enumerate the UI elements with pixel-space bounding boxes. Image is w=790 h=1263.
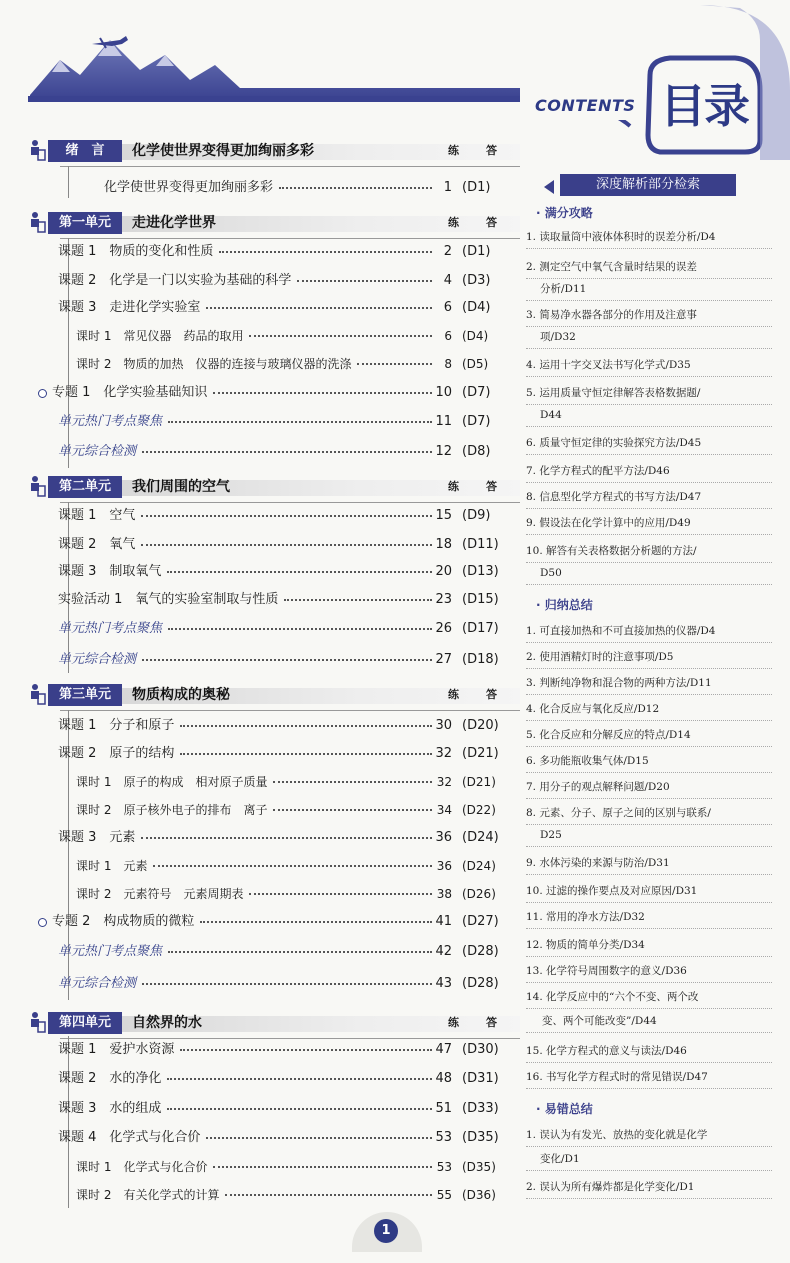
index-item[interactable]: 9. 水体污染的来源与防治/D31	[526, 857, 670, 869]
leader-dots	[141, 544, 432, 546]
answer-ref: (D27)	[462, 914, 499, 929]
page-ref: 4	[443, 273, 452, 288]
page-ref: 51	[435, 1101, 452, 1116]
index-item[interactable]: 3. 简易净水器各部分的作用及注意事	[526, 309, 697, 321]
answer-ref: (D7)	[462, 414, 491, 429]
index-item[interactable]: 7. 化学方程式的配平方法/D46	[526, 465, 670, 477]
answer-ref: (D13)	[462, 564, 499, 579]
page-ref: 27	[435, 652, 452, 667]
page-ref: 32	[435, 746, 452, 761]
contents-word: CONTENTS	[535, 96, 636, 115]
reader-icon	[28, 138, 46, 162]
index-item[interactable]: 1. 误认为有发光、放热的变化就是化学	[526, 1129, 708, 1141]
answer-ref: (D20)	[462, 718, 499, 733]
topic-marker-icon	[38, 389, 47, 398]
leader-dots	[213, 1166, 432, 1168]
page-ref: 30	[435, 718, 452, 733]
index-item[interactable]: D44	[540, 409, 562, 421]
leader-dots	[142, 659, 432, 661]
answer-ref: (D35)	[462, 1160, 496, 1174]
leader-dots	[273, 781, 432, 783]
index-item[interactable]: 9. 假设法在化学计算中的应用/D49	[526, 517, 691, 529]
entry-title: 课时 2 物质的加热 仪器的连接与玻璃仪器的洗涤	[76, 357, 352, 371]
unit-label: 绪 言	[48, 140, 122, 162]
entry-title: 单元综合检测	[58, 652, 137, 667]
entry-title: 课题 1 物质的变化和性质	[58, 244, 214, 259]
item-divider	[526, 326, 772, 327]
entry-title: 课题 1 分子和原子	[58, 718, 175, 733]
unit-header	[28, 474, 520, 500]
unit-title[interactable]: 走进化学世界	[132, 215, 216, 231]
item-divider	[526, 694, 772, 695]
leader-dots	[168, 421, 432, 423]
page-ref: 10	[435, 385, 452, 400]
answer-ref: (D11)	[462, 537, 499, 552]
entry-title: 专题 1 化学实验基础知识	[52, 385, 208, 400]
leader-dots	[219, 251, 432, 253]
topic-marker-icon	[38, 918, 47, 927]
item-divider	[526, 562, 772, 563]
leader-dots	[168, 951, 432, 953]
header-banner	[0, 0, 790, 160]
entry-title: 专题 2 构成物质的微粒	[52, 914, 195, 929]
leader-dots	[167, 571, 432, 573]
page-number: 1	[374, 1219, 398, 1243]
answer-ref: (D35)	[462, 1130, 499, 1145]
entry-title: 课题 2 水的净化	[58, 1071, 162, 1086]
divider	[60, 1038, 520, 1039]
leader-dots	[206, 1137, 432, 1139]
unit-label: 第二单元	[48, 476, 122, 498]
item-divider	[526, 348, 772, 349]
index-item[interactable]: 10. 解答有关表格数据分析题的方法/	[526, 545, 697, 557]
entry-title: 课题 2 原子的结构	[58, 746, 175, 761]
entry-title: 课题 3 水的组成	[58, 1101, 162, 1116]
entry-title: 课题 3 元素	[58, 830, 136, 845]
leader-dots	[206, 307, 432, 309]
unit-header	[28, 682, 520, 708]
leader-dots	[142, 451, 432, 453]
unit-label: 第三单元	[48, 684, 122, 706]
unit-title[interactable]: 物质构成的奥秘	[132, 687, 230, 703]
entry-title: 课题 4 化学式与化合价	[58, 1130, 201, 1145]
answer-ref: (D26)	[462, 887, 496, 901]
index-item[interactable]: 6. 质量守恒定律的实验探究方法/D45	[526, 437, 702, 449]
answer-ref: (D30)	[462, 1042, 499, 1057]
answer-ref: (D31)	[462, 1071, 499, 1086]
leader-dots	[180, 1049, 432, 1051]
item-divider	[526, 1062, 772, 1063]
item-divider	[526, 846, 772, 847]
leader-dots	[141, 515, 432, 517]
divider	[60, 502, 520, 503]
index-item[interactable]: 4. 运用十字交叉法书写化学式/D35	[526, 359, 691, 371]
unit-title[interactable]: 化学使世界变得更加绚丽多彩	[132, 143, 314, 159]
answer-ref: (D28)	[462, 976, 499, 991]
item-divider	[526, 454, 772, 455]
index-item[interactable]: 15. 化学方程式的意义与读法/D46	[526, 1045, 687, 1057]
page-ref: 42	[435, 944, 452, 959]
index-item[interactable]: D25	[540, 829, 562, 841]
page-ref: 23	[435, 592, 452, 607]
divider	[60, 238, 520, 239]
guide-line	[68, 1036, 69, 1208]
answer-ref: (D22)	[462, 803, 496, 817]
page-ref: 15	[435, 508, 452, 523]
index-item[interactable]: D50	[540, 567, 562, 579]
item-divider	[526, 772, 772, 773]
item-divider	[526, 798, 772, 799]
page-ref: 18	[435, 537, 452, 552]
item-divider	[526, 1008, 772, 1009]
answer-ref: (D5)	[462, 357, 489, 371]
item-divider	[526, 278, 772, 279]
reader-icon	[28, 210, 46, 234]
unit-header	[28, 138, 520, 164]
entry-title: 课时 2 原子核外电子的排布 离子	[76, 803, 268, 817]
page-ref: 55	[436, 1188, 452, 1202]
item-divider	[526, 482, 772, 483]
index-item[interactable]: 14. 化学反应中的“六个不变、两个改	[526, 991, 699, 1003]
index-item[interactable]: 分析/D11	[540, 283, 587, 295]
entry-title: 课时 1 元素	[76, 859, 148, 873]
index-item[interactable]: 变、两个可能改变”/D44	[542, 1015, 657, 1027]
item-divider	[526, 426, 772, 427]
answer-column-label: 答	[486, 688, 497, 701]
unit-label: 第四单元	[48, 1012, 122, 1034]
item-divider	[526, 824, 772, 825]
index-item[interactable]: 5. 运用质量守恒定律解答表格数据题/	[526, 387, 701, 399]
answer-column-label: 答	[486, 480, 497, 493]
page-ref: 43	[435, 976, 452, 991]
index-item[interactable]: 2. 误认为所有爆炸都是化学变化/D1	[526, 1181, 695, 1193]
leader-dots	[180, 753, 432, 755]
index-item[interactable]: 8. 信息型化学方程式的书写方法/D47	[526, 491, 702, 503]
leader-dots	[249, 335, 432, 337]
answer-column-label: 答	[486, 216, 497, 229]
index-item[interactable]: 10. 过滤的操作要点及对应原因/D31	[526, 885, 698, 897]
entry-title: 实验活动 1 氧气的实验室制取与性质	[58, 592, 279, 607]
item-divider	[526, 746, 772, 747]
leader-dots	[279, 187, 432, 189]
answer-ref: (D28)	[462, 944, 499, 959]
answer-ref: (D18)	[462, 652, 499, 667]
answer-ref: (D9)	[462, 508, 491, 523]
reader-icon	[28, 474, 46, 498]
item-divider	[526, 534, 772, 535]
index-item[interactable]: 8. 元素、分子、原子之间的区别与联系/	[526, 807, 711, 819]
entry-title: 课题 1 爱护水资源	[58, 1042, 175, 1057]
entry-title: 单元热门考点聚焦	[58, 944, 163, 959]
page-ref: 12	[435, 444, 452, 459]
item-divider	[526, 508, 772, 509]
entry-title: 课题 3 走进化学实验室	[58, 300, 201, 315]
leader-dots	[168, 628, 432, 630]
leader-dots	[167, 1078, 432, 1080]
item-divider	[526, 300, 772, 301]
practice-column-label: 练	[448, 216, 459, 229]
leader-dots	[225, 1194, 432, 1196]
item-divider	[526, 1032, 772, 1033]
answer-ref: (D7)	[462, 385, 491, 400]
item-divider	[526, 874, 772, 875]
page-ref: 47	[435, 1042, 452, 1057]
entry-title: 课时 1 化学式与化合价	[76, 1160, 208, 1174]
item-divider	[526, 928, 772, 929]
leader-dots	[273, 809, 432, 811]
index-item[interactable]: 16. 书写化学方程式时的常见错误/D47	[526, 1071, 708, 1083]
answer-ref: (D24)	[462, 830, 499, 845]
answer-column-label: 答	[486, 144, 497, 157]
answer-ref: (D1)	[462, 244, 491, 259]
item-divider	[526, 1170, 772, 1171]
item-divider	[526, 584, 772, 585]
answer-ref: (D3)	[462, 273, 491, 288]
answer-ref: (D1)	[462, 180, 491, 195]
entry-title: 单元热门考点聚焦	[58, 621, 163, 636]
answer-ref: (D15)	[462, 592, 499, 607]
practice-column-label: 练	[448, 144, 459, 157]
entry-title: 单元综合检测	[58, 444, 137, 459]
guide-line	[68, 502, 69, 673]
item-divider	[526, 1146, 772, 1147]
page-ref: 48	[435, 1071, 452, 1086]
item-divider	[526, 1198, 772, 1199]
item-divider	[526, 376, 772, 377]
entry-title: 课时 1 常见仪器 药品的取用	[76, 329, 244, 343]
page-ref: 34	[436, 803, 452, 817]
index-section-title: · 易错总结	[536, 1102, 593, 1116]
unit-title[interactable]: 自然界的水	[132, 1015, 202, 1031]
entry-title: 单元热门考点聚焦	[58, 414, 163, 429]
toc-title: 目录	[660, 79, 748, 133]
answer-ref: (D8)	[462, 444, 491, 459]
entry-title: 课题 3 制取氧气	[58, 564, 162, 579]
item-divider	[526, 248, 772, 249]
page-ref: 38	[436, 887, 452, 901]
index-section-title: · 归纳总结	[536, 598, 593, 612]
page-ref: 11	[435, 414, 452, 429]
answer-ref: (D36)	[462, 1188, 496, 1202]
page-ref: 36	[435, 830, 452, 845]
index-item[interactable]: 1. 读取量筒中液体体积时的误差分析/D4	[526, 231, 716, 243]
answer-ref: (D21)	[462, 775, 496, 789]
page-ref: 20	[435, 564, 452, 579]
page-ref: 6	[443, 300, 452, 315]
page-ref: 8	[444, 357, 452, 371]
page-ref: 36	[436, 859, 452, 873]
practice-column-label: 练	[448, 480, 459, 493]
guide-line	[68, 166, 69, 198]
leader-dots	[213, 392, 432, 394]
reader-icon	[28, 1010, 46, 1034]
answer-ref: (D33)	[462, 1101, 499, 1116]
divider	[60, 166, 520, 167]
index-item[interactable]: 变化/D1	[540, 1153, 580, 1165]
answer-ref: (D4)	[462, 300, 491, 315]
page-ref: 2	[443, 244, 452, 259]
entry-title: 化学使世界变得更加绚丽多彩	[104, 180, 274, 195]
leader-dots	[200, 921, 432, 923]
index-title: 深度解析部分检索	[560, 174, 736, 196]
answer-ref: (D17)	[462, 621, 499, 636]
page-ref: 6	[444, 329, 452, 343]
unit-label: 第一单元	[48, 212, 122, 234]
leader-dots	[142, 983, 432, 985]
index-item[interactable]: 1. 可直接加热和不可直接加热的仪器/D4	[526, 625, 716, 637]
page-ref: 26	[435, 621, 452, 636]
page-ref: 41	[435, 914, 452, 929]
entry-title: 课时 2 有关化学式的计算	[76, 1188, 220, 1202]
item-divider	[526, 668, 772, 669]
item-divider	[526, 982, 772, 983]
leader-dots	[249, 893, 432, 895]
unit-header	[28, 210, 520, 236]
item-divider	[526, 1088, 772, 1089]
leader-dots	[153, 865, 432, 867]
unit-title[interactable]: 我们周围的空气	[132, 479, 230, 495]
reader-icon	[28, 682, 46, 706]
unit-header	[28, 1010, 520, 1036]
entry-title: 课题 1 空气	[58, 508, 136, 523]
index-item[interactable]: 12. 物质的简单分类/D34	[526, 939, 645, 951]
triangle-pointer-icon	[544, 180, 554, 194]
index-item[interactable]: 项/D32	[540, 331, 576, 343]
leader-dots	[284, 599, 432, 601]
index-item[interactable]: 4. 化合反应与氧化反应/D12	[526, 703, 660, 715]
index-item[interactable]: 7. 用分子的观点解释问题/D20	[526, 781, 670, 793]
page-ref: 53	[436, 1160, 452, 1174]
page-ref: 32	[436, 775, 452, 789]
answer-ref: (D4)	[462, 329, 489, 343]
leader-dots	[167, 1108, 432, 1110]
answer-ref: (D21)	[462, 746, 499, 761]
entry-title: 课题 2 氧气	[58, 537, 136, 552]
index-section-title: · 满分攻略	[536, 206, 593, 220]
leader-dots	[141, 837, 432, 839]
answer-column-label: 答	[486, 1016, 497, 1029]
item-divider	[526, 720, 772, 721]
item-divider	[526, 404, 772, 405]
item-divider	[526, 956, 772, 957]
index-item[interactable]: 2. 测定空气中氧气含量时结果的误差	[526, 261, 697, 273]
index-item[interactable]: 2. 使用酒精灯时的注意事项/D5	[526, 651, 674, 663]
leader-dots	[180, 725, 432, 727]
page-ref: 53	[435, 1130, 452, 1145]
divider	[60, 710, 520, 711]
entry-title: 课时 2 元素符号 元素周期表	[76, 887, 244, 901]
entry-title: 课题 2 化学是一门以实验为基础的科学	[58, 273, 292, 288]
item-divider	[526, 642, 772, 643]
entry-title: 课时 1 原子的构成 相对原子质量	[76, 775, 268, 789]
index-item[interactable]: 5. 化合反应和分解反应的特点/D14	[526, 729, 691, 741]
answer-ref: (D24)	[462, 859, 496, 873]
index-item[interactable]: 3. 判断纯净物和混合物的两种方法/D11	[526, 677, 712, 689]
index-item[interactable]: 6. 多功能瓶收集气体/D15	[526, 755, 649, 767]
index-item[interactable]: 13. 化学符号周围数字的意义/D36	[526, 965, 687, 977]
practice-column-label: 练	[448, 1016, 459, 1029]
index-item[interactable]: 11. 常用的净水方法/D32	[526, 911, 645, 923]
page-ref: 1	[443, 180, 452, 195]
entry-title: 单元综合检测	[58, 976, 137, 991]
practice-column-label: 练	[448, 688, 459, 701]
item-divider	[526, 902, 772, 903]
